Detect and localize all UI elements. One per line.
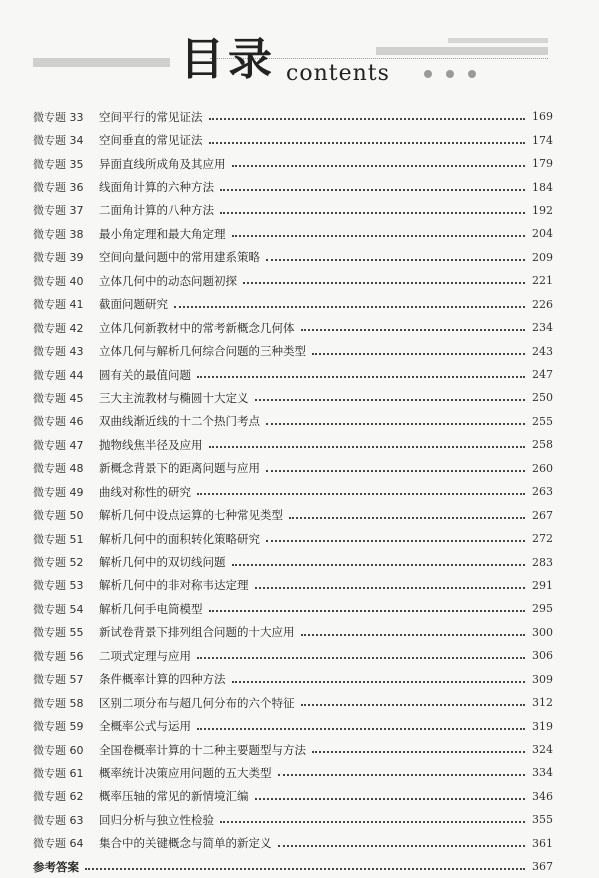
- toc-entry-number: 微专题 54: [33, 602, 84, 616]
- toc-entry[interactable]: [33, 480, 553, 503]
- toc-entry-number: 微专题 40: [33, 274, 84, 288]
- toc-entry-title: 二面角计算的八种方法: [99, 203, 214, 218]
- toc-entry-title: 解析几何中的非对称韦达定理: [99, 578, 249, 593]
- toc-entry-page: 258: [532, 438, 553, 452]
- toc-entry-page: 295: [532, 602, 553, 616]
- toc-entry[interactable]: [33, 105, 553, 128]
- dot-leader: [197, 375, 525, 378]
- toc-entry-title: 空间向量问题中的常用建系策略: [99, 250, 260, 265]
- toc-entry-title: 空间垂直的常见证法: [99, 133, 203, 148]
- toc-entry-number: 微专题 45: [33, 391, 84, 405]
- dot-leader: [255, 797, 526, 800]
- dot-leader: [266, 422, 525, 425]
- toc-entry-page: 255: [532, 414, 553, 428]
- toc-entry[interactable]: [33, 457, 553, 480]
- toc-entry-title: 解析几何中的双切线问题: [99, 555, 226, 570]
- toc-entry-page: 260: [532, 461, 553, 475]
- toc-entry-number: 微专题 50: [33, 509, 84, 523]
- toc-entry-page: 272: [532, 532, 553, 546]
- toc-entry-page: 334: [532, 766, 553, 780]
- decorative-bar: [448, 38, 548, 43]
- toc-entry-answers[interactable]: [33, 855, 553, 878]
- toc-entry[interactable]: [33, 199, 553, 222]
- toc-entry-title: 立体几何新教材中的常考新概念几何体: [99, 320, 295, 335]
- decorative-dot: [468, 70, 476, 78]
- toc-entry-title: 二项式定理与应用: [99, 648, 191, 663]
- toc-entry[interactable]: [33, 410, 553, 433]
- toc-entry-title: 概率压轴的常见的新情境汇编: [99, 789, 249, 804]
- toc-entry[interactable]: [33, 433, 553, 456]
- toc-entry-page: 324: [532, 743, 553, 757]
- toc-entry-title: 立体几何中的动态问题初探: [99, 273, 237, 288]
- toc-entry-number: 微专题 37: [33, 204, 84, 218]
- dot-leader: [301, 328, 526, 331]
- toc-entry[interactable]: [33, 269, 553, 292]
- toc-entry-number: 微专题 62: [33, 790, 84, 804]
- toc-entry-title: 新试卷背景下排列组合问题的十大应用: [99, 625, 295, 640]
- toc-entry-number: 微专题 49: [33, 485, 84, 499]
- dot-leader: [278, 844, 526, 847]
- toc-entry-title: 区别二项分布与超几何分布的六个特征: [99, 695, 295, 710]
- toc-entry[interactable]: [33, 808, 553, 831]
- toc-entry-number: 微专题 58: [33, 696, 84, 710]
- toc-entry[interactable]: [33, 128, 553, 151]
- dot-leader: [232, 680, 526, 683]
- toc-entry-number: 微专题 41: [33, 298, 84, 312]
- toc-entry-number: 微专题 55: [33, 626, 84, 640]
- dot-leader: [209, 141, 526, 144]
- dot-leader: [232, 234, 526, 237]
- toc-entry-title: 最小角定理和最大角定理: [99, 226, 226, 241]
- dot-leader: [209, 117, 526, 120]
- toc-entry-number: 微专题 52: [33, 556, 84, 570]
- dot-leader: [174, 305, 525, 308]
- page-title: 目录: [180, 34, 276, 85]
- decorative-bar: [376, 47, 548, 55]
- toc-entry-number: 微专题 43: [33, 345, 84, 359]
- toc-entry-number: 微专题 39: [33, 251, 84, 265]
- toc-entry[interactable]: [33, 574, 553, 597]
- dot-leader: [232, 563, 526, 566]
- toc-entry[interactable]: [33, 293, 553, 316]
- toc-entry-page: 309: [532, 672, 553, 686]
- toc-entry[interactable]: [33, 246, 553, 269]
- toc-entry-page: 174: [532, 133, 553, 147]
- toc-entry-page: 221: [532, 274, 553, 288]
- toc-entry[interactable]: [33, 621, 553, 644]
- toc-entry-page: 367: [532, 860, 553, 874]
- dot-leader: [289, 516, 525, 519]
- toc-entry[interactable]: [33, 668, 553, 691]
- toc-entry-title: 概率统计决策应用问题的五大类型: [99, 765, 272, 780]
- toc-entry[interactable]: [33, 714, 553, 737]
- toc-entry-title: 曲线对称性的研究: [99, 484, 191, 499]
- dot-leader: [301, 703, 526, 706]
- toc-entry-number: 微专题 42: [33, 321, 84, 335]
- toc-entry[interactable]: [33, 386, 553, 409]
- toc-entry-number: 微专题 63: [33, 813, 84, 827]
- toc-entry-title: 空间平行的常见证法: [99, 109, 203, 124]
- toc-entry[interactable]: [33, 738, 553, 761]
- toc-entry-number: 微专题 56: [33, 649, 84, 663]
- toc-entry[interactable]: [33, 503, 553, 526]
- toc-entry[interactable]: [33, 691, 553, 714]
- dot-leader: [255, 398, 526, 401]
- toc-entry-page: 355: [532, 813, 553, 827]
- dot-leader: [266, 539, 525, 542]
- toc-entry-title: 回归分析与独立性检验: [99, 812, 214, 827]
- toc-entry-title: 全国卷概率计算的十二种主要题型与方法: [99, 742, 306, 757]
- toc-entry-number: 微专题 34: [33, 134, 84, 148]
- toc-entry-page: 226: [532, 297, 553, 311]
- toc-entry-page: 184: [532, 180, 553, 194]
- toc-entry[interactable]: [33, 316, 553, 339]
- toc-entry-number: 微专题 48: [33, 462, 84, 476]
- toc-entry-page: 283: [532, 555, 553, 569]
- dot-leader: [312, 750, 525, 753]
- toc-entry-number: 微专题 33: [33, 110, 84, 124]
- toc-entry-page: 192: [532, 203, 553, 217]
- toc-entry[interactable]: [33, 175, 553, 198]
- toc-entry-title: 全概率公式与运用: [99, 719, 191, 734]
- toc-entry-number: 微专题 51: [33, 532, 84, 546]
- toc-entry-page: 267: [532, 508, 553, 522]
- toc-entry-title: 三大主流教材与椭圆十大定义: [99, 390, 249, 405]
- toc-entry-number: 微专题 59: [33, 720, 84, 734]
- toc-entry-title: 截面问题研究: [99, 297, 168, 312]
- toc-entry[interactable]: [33, 832, 553, 855]
- toc-entry-page: 319: [532, 719, 553, 733]
- toc-entry-title: 抛物线焦半径及应用: [99, 437, 203, 452]
- toc-entry-title: 解析几何手电筒模型: [99, 601, 203, 616]
- toc-entry-title: 圆有关的最值问题: [99, 367, 191, 382]
- toc-entry-page: 291: [532, 578, 553, 592]
- toc-entry-title: 条件概率计算的四种方法: [99, 672, 226, 687]
- toc-entry-page: 312: [532, 696, 553, 710]
- toc-entry-page: 234: [532, 321, 553, 335]
- toc-entry-title: 集合中的关键概念与简单的新定义: [99, 836, 272, 851]
- toc-entry-number: 微专题 36: [33, 181, 84, 195]
- toc-entry-page: 179: [532, 157, 553, 171]
- toc-entry-page: 209: [532, 250, 553, 264]
- toc-entry-title: 参考答案: [33, 859, 79, 874]
- page-header: [0, 0, 599, 100]
- toc-entry-title: 解析几何中设点运算的七种常见类型: [99, 508, 283, 523]
- dot-leader: [209, 609, 526, 612]
- toc-entry[interactable]: [33, 339, 553, 362]
- toc-entry[interactable]: [33, 363, 553, 386]
- toc-entry-title: 解析几何中的面积转化策略研究: [99, 531, 260, 546]
- decorative-dot: [424, 70, 432, 78]
- toc-entry-page: 243: [532, 344, 553, 358]
- toc-entry-title: 异面直线所成角及其应用: [99, 156, 226, 171]
- toc-entry-number: 微专题 60: [33, 743, 84, 757]
- toc-entry-page: 300: [532, 625, 553, 639]
- toc-entry[interactable]: [33, 761, 553, 784]
- dot-leader: [197, 656, 525, 659]
- dot-leader: [312, 352, 525, 355]
- table-of-contents: [33, 105, 553, 878]
- dot-leader: [232, 164, 526, 167]
- dot-leader: [197, 492, 525, 495]
- dot-leader: [220, 188, 525, 191]
- toc-entry-page: 346: [532, 789, 553, 803]
- toc-entry-number: 微专题 57: [33, 673, 84, 687]
- dot-leader: [301, 633, 526, 636]
- dot-leader: [266, 258, 525, 261]
- toc-entry-number: 微专题 38: [33, 227, 84, 241]
- toc-entry-page: 250: [532, 391, 553, 405]
- toc-entry-number: 微专题 35: [33, 157, 84, 171]
- toc-entry-title: 线面角计算的六种方法: [99, 180, 214, 195]
- toc-entry[interactable]: [33, 785, 553, 808]
- toc-entry[interactable]: [33, 152, 553, 175]
- toc-entry-number: 微专题 47: [33, 438, 84, 452]
- toc-entry-title: 立体几何与解析几何综合问题的三种类型: [99, 344, 306, 359]
- toc-entry[interactable]: [33, 550, 553, 573]
- toc-entry[interactable]: [33, 644, 553, 667]
- toc-entry[interactable]: [33, 597, 553, 620]
- decorative-bar: [33, 58, 170, 67]
- toc-entry[interactable]: [33, 527, 553, 550]
- toc-entry-page: 263: [532, 485, 553, 499]
- page-subtitle: contents: [286, 61, 390, 86]
- toc-entry-number: 微专题 53: [33, 579, 84, 593]
- dot-leader: [197, 727, 525, 730]
- dot-leader: [255, 586, 526, 589]
- toc-entry-number: 微专题 64: [33, 837, 84, 851]
- toc-entry[interactable]: [33, 222, 553, 245]
- toc-entry-page: 204: [532, 227, 553, 241]
- toc-entry-page: 361: [532, 836, 553, 850]
- toc-entry-number: 微专题 46: [33, 415, 84, 429]
- dot-leader: [278, 773, 526, 776]
- toc-entry-page: 306: [532, 649, 553, 663]
- dot-leader: [220, 211, 525, 214]
- toc-entry-page: 247: [532, 368, 553, 382]
- toc-entry-title: 新概念背景下的距离问题与应用: [99, 461, 260, 476]
- toc-entry-page: 169: [532, 110, 553, 124]
- toc-entry-number: 微专题 61: [33, 766, 84, 780]
- toc-entry-title: 双曲线渐近线的十二个热门考点: [99, 414, 260, 429]
- dot-leader: [209, 445, 526, 448]
- toc-entry-number: 微专题 44: [33, 368, 84, 382]
- dot-leader: [220, 820, 525, 823]
- decorative-dot: [446, 70, 454, 78]
- dot-leader: [266, 469, 525, 472]
- dot-leader: [243, 281, 525, 284]
